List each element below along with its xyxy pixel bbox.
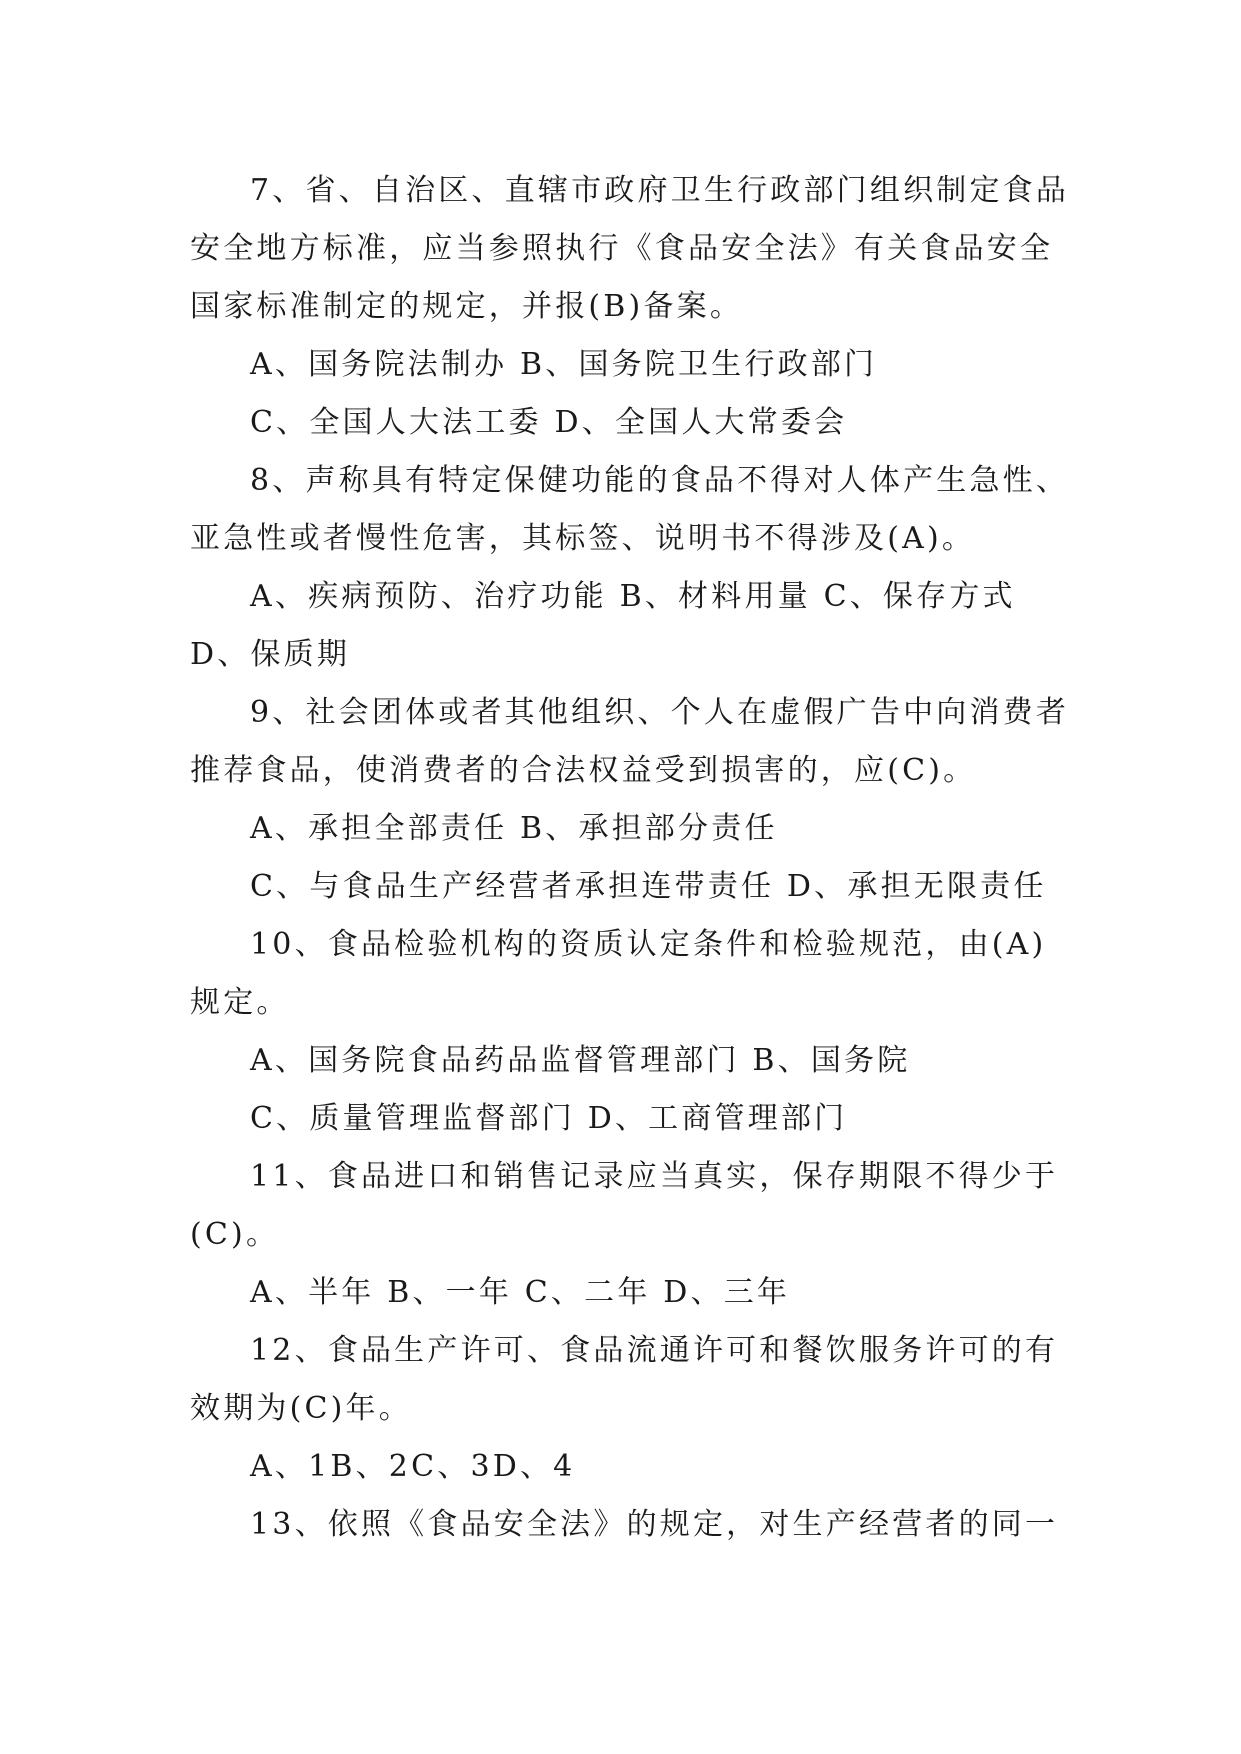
question-8-text: 8、声称具有特定保健功能的食品不得对人体产生急性、亚急性或者慢性危害，其标签、说明书不得涉及(A)。 [190,463,1070,556]
question-12-options: A、1B、2C、3D、4 [250,1449,576,1484]
question-10-text: 10、食品检验机构的资质认定条件和检验规范，由(A)规定。 [190,927,1047,1020]
question-11-text: 11、食品进口和销售记录应当真实，保存期限不得少于(C)。 [190,1159,1059,1252]
question-12-text: 12、食品生产许可、食品流通许可和餐饮服务许可的有效期为(C)年。 [190,1333,1059,1426]
question-11-options: A、半年 B、一年 C、二年 D、三年 [250,1275,791,1310]
question-7-options-ab: A、国务院法制办 B、国务院卫生行政部门 [250,347,878,382]
question-7-text: 7、省、自治区、直辖市政府卫生行政部门组织制定食品安全地方标准，应当参照执行《食品安全法》有关食品安全国家标准制定的规定，并报(B)备案。 [190,173,1070,324]
question-9-options-cd: C、与食品生产经营者承担连带责任 D、承担无限责任 [250,869,1047,904]
question-8-options: A、疾病预防、治疗功能 B、材料用量 C、保存方式 D、保质期 [190,579,1016,672]
question-10-options-ab: A、国务院食品药品监督管理部门 B、国务院 [250,1043,911,1078]
question-9-options-ab: A、承担全部责任 B、承担部分责任 [250,811,778,846]
question-10-options-cd: C、质量管理监督部门 D、工商管理部门 [250,1101,848,1136]
question-13-text: 13、依照《食品安全法》的规定，对生产经营者的同一 [250,1507,1059,1542]
question-9-text: 9、社会团体或者其他组织、个人在虚假广告中向消费者推荐食品，使消费者的合法权益受到损害的，应(C)。 [190,695,1070,788]
document-body [190,162,1070,1554]
question-7-options-cd: C、全国人大法工委 D、全国人大常委会 [250,405,848,440]
